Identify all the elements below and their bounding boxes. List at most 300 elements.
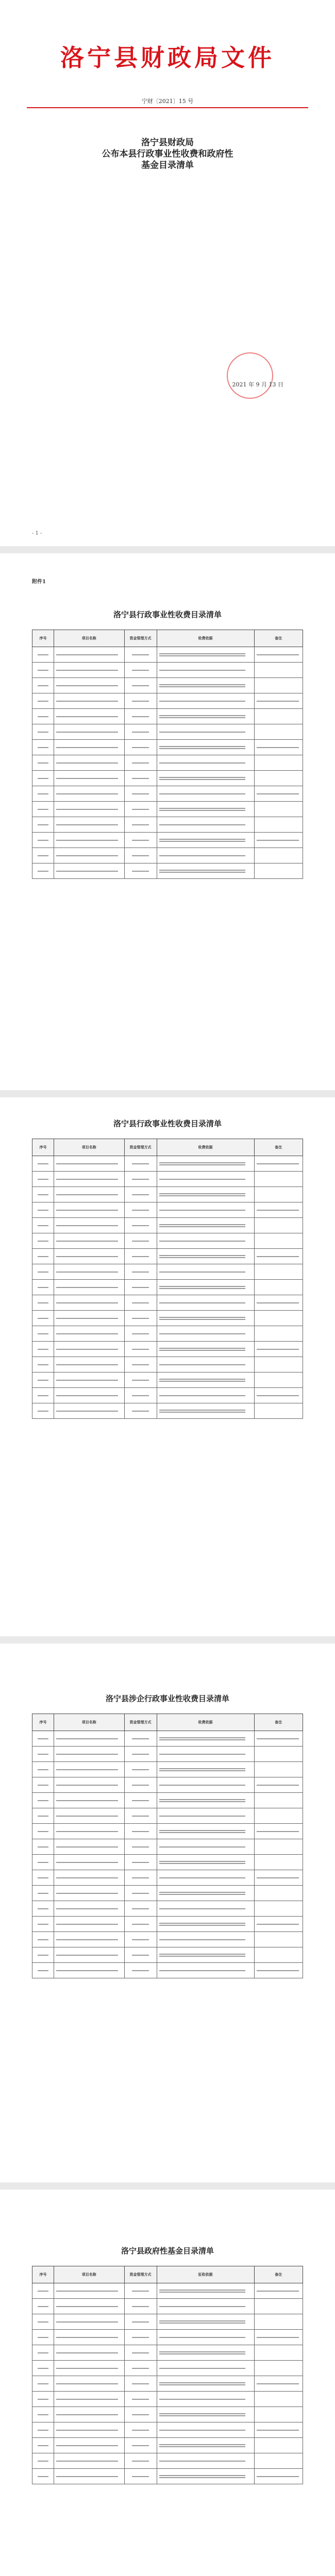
table-row — [32, 2283, 303, 2299]
table-cell — [157, 2345, 254, 2361]
illegible-text — [56, 1333, 118, 1334]
illegible-text — [257, 701, 299, 702]
illegible-text — [38, 1179, 48, 1180]
illegible-text — [159, 1832, 245, 1833]
table-cell — [32, 1264, 54, 1280]
illegible-text — [159, 732, 245, 733]
illegible-text — [159, 1241, 245, 1242]
table-cell — [157, 755, 254, 771]
table-cell — [254, 863, 303, 879]
table-cell — [124, 1731, 157, 1747]
table-cell — [32, 2392, 54, 2407]
illegible-text — [56, 1364, 118, 1365]
column-header: 资金管理方式 — [124, 1714, 157, 1731]
table-cell — [254, 2299, 303, 2314]
illegible-text — [159, 717, 245, 718]
table-cell — [124, 2392, 157, 2407]
illegible-text — [38, 1970, 48, 1971]
illegible-text — [159, 1954, 245, 1955]
table-cell — [32, 678, 54, 693]
table-cell — [157, 1947, 254, 1963]
illegible-text — [38, 2383, 48, 2384]
table-cell — [157, 2469, 254, 2484]
table-cell — [54, 1932, 125, 1947]
table-cell — [254, 1326, 303, 1342]
illegible-text — [132, 2337, 149, 2338]
illegible-text — [56, 1924, 118, 1925]
table-cell — [254, 1808, 303, 1824]
table-cell — [254, 678, 303, 693]
table-cell — [32, 848, 54, 863]
illegible-text — [38, 1831, 48, 1832]
table-cell — [157, 1156, 254, 1172]
illegible-text — [38, 855, 48, 856]
table-row — [32, 1202, 303, 1218]
table-cell — [157, 1249, 254, 1264]
list-page-1 — [0, 553, 335, 1090]
table-header-row — [32, 1139, 303, 1156]
illegible-text — [257, 1395, 299, 1396]
illegible-text — [132, 2352, 149, 2353]
table-cell — [32, 1917, 54, 1932]
table-cell — [54, 1855, 125, 1870]
illegible-text — [132, 1411, 149, 1412]
table-cell — [124, 2330, 157, 2345]
table-cell — [157, 1901, 254, 1917]
table-cell — [32, 1295, 54, 1311]
table-cell — [157, 663, 254, 678]
illegible-text — [132, 1364, 149, 1365]
table-cell — [124, 2469, 157, 2484]
table-row — [32, 1403, 303, 1419]
illegible-text — [38, 1380, 48, 1381]
illegible-text — [38, 2321, 48, 2323]
table-cell — [157, 1295, 254, 1311]
table-cell — [157, 2376, 254, 2392]
illegible-text — [38, 1210, 48, 1211]
table-cell — [157, 2392, 254, 2407]
table-cell — [32, 1388, 54, 1403]
illegible-text — [38, 793, 48, 794]
column-header: 序号 — [32, 2266, 54, 2283]
illegible-text — [38, 1333, 48, 1334]
illegible-text — [38, 778, 48, 779]
illegible-text — [56, 840, 118, 841]
table-cell — [157, 1187, 254, 1202]
table-row — [32, 848, 303, 863]
table-row — [32, 1917, 303, 1932]
table-cell — [54, 678, 125, 693]
illegible-text — [38, 1862, 48, 1863]
table-cell — [254, 2314, 303, 2330]
table-cell — [124, 1793, 157, 1808]
table-cell — [32, 755, 54, 771]
illegible-text — [159, 2353, 245, 2354]
illegible-text — [159, 2461, 245, 2462]
illegible-text — [132, 793, 149, 794]
table-row — [32, 2438, 303, 2453]
table-cell — [54, 755, 125, 771]
illegible-text — [38, 1955, 48, 1956]
table-cell — [254, 1762, 303, 1777]
illegible-text — [132, 762, 149, 764]
table-cell — [157, 1233, 254, 1249]
table-cell — [124, 1839, 157, 1855]
illegible-text — [159, 2292, 245, 2293]
table-row — [32, 1311, 303, 1326]
illegible-text — [159, 2430, 245, 2431]
illegible-text — [132, 840, 149, 841]
table-row — [32, 1233, 303, 1249]
table-cell — [124, 2422, 157, 2438]
table-row — [32, 2453, 303, 2469]
illegible-text — [38, 1364, 48, 1365]
illegible-text — [56, 1225, 118, 1226]
illegible-text — [38, 1163, 48, 1164]
table-row — [32, 2314, 303, 2330]
illegible-text — [159, 1319, 245, 1320]
illegible-text — [132, 1924, 149, 1925]
illegible-text — [56, 670, 118, 671]
illegible-text — [56, 1318, 118, 1319]
table-cell — [157, 848, 254, 863]
illegible-text — [132, 1970, 149, 1971]
table-cell — [54, 1326, 125, 1342]
table-cell — [32, 1947, 54, 1963]
illegible-text — [159, 686, 245, 687]
illegible-text — [159, 2320, 245, 2321]
table-cell — [32, 1839, 54, 1855]
illegible-text — [56, 747, 118, 748]
table-row — [32, 1264, 303, 1280]
illegible-text — [159, 824, 245, 825]
illegible-text — [159, 1286, 245, 1287]
illegible-text — [159, 1754, 245, 1755]
table-cell — [124, 1264, 157, 1280]
column-header: 资金管理方式 — [124, 630, 157, 647]
table-cell — [32, 786, 54, 802]
table-cell — [157, 863, 254, 879]
illegible-text — [38, 2476, 48, 2477]
illegible-text — [159, 2382, 245, 2383]
illegible-text — [132, 1893, 149, 1894]
table-cell — [124, 1932, 157, 1947]
table-cell — [54, 2438, 125, 2453]
table-cell — [157, 786, 254, 802]
illegible-text — [56, 1955, 118, 1956]
table-cell — [157, 817, 254, 833]
table-cell — [32, 1342, 54, 1357]
table-cell — [157, 2407, 254, 2422]
table-row — [32, 740, 303, 755]
table-cell — [157, 1280, 254, 1295]
table-cell — [157, 1855, 254, 1870]
illegible-text — [38, 1877, 48, 1878]
table-cell — [54, 1747, 125, 1762]
table-cell — [157, 1886, 254, 1901]
table-cell — [157, 1202, 254, 1218]
illegible-text — [159, 762, 245, 764]
table-cell — [54, 2392, 125, 2407]
table-cell — [32, 663, 54, 678]
table-cell — [157, 1808, 254, 1824]
illegible-text — [159, 1410, 245, 1411]
table-cell — [54, 1731, 125, 1747]
illegible-text — [257, 747, 299, 748]
table-cell — [254, 1870, 303, 1886]
table-row — [32, 786, 303, 802]
illegible-text — [132, 2321, 149, 2323]
table-cell — [124, 2283, 157, 2299]
table-cell — [54, 2283, 125, 2299]
table-cell — [124, 1917, 157, 1932]
table-cell — [157, 2314, 254, 2330]
illegible-text — [56, 1395, 118, 1396]
illegible-text — [132, 2414, 149, 2415]
table-cell — [54, 2422, 125, 2438]
table-cell — [32, 709, 54, 724]
illegible-text — [132, 1816, 149, 1817]
table-row — [32, 2407, 303, 2422]
table-cell — [254, 755, 303, 771]
illegible-text — [38, 1846, 48, 1848]
illegible-text — [257, 1924, 299, 1925]
illegible-text — [38, 1318, 48, 1319]
illegible-text — [257, 2383, 299, 2384]
page-number: - 1 - — [32, 531, 42, 536]
table-cell — [54, 709, 125, 724]
table-cell — [254, 1280, 303, 1295]
table-cell — [124, 709, 157, 724]
illegible-text — [38, 1816, 48, 1817]
illegible-text — [56, 1163, 118, 1164]
illegible-text — [38, 1411, 48, 1412]
table-row — [32, 1326, 303, 1342]
illegible-text — [38, 1800, 48, 1801]
illegible-text — [257, 840, 299, 841]
illegible-text — [159, 2337, 245, 2338]
illegible-text — [132, 1754, 149, 1755]
table-row — [32, 1731, 303, 1747]
table-row — [32, 1777, 303, 1793]
table-cell — [32, 1808, 54, 1824]
illegible-text — [132, 809, 149, 810]
illegible-text — [38, 2352, 48, 2353]
table-cell — [254, 724, 303, 740]
illegible-text — [132, 855, 149, 856]
illegible-text — [159, 1830, 245, 1831]
illegible-text — [159, 684, 245, 685]
table-cell — [32, 1249, 54, 1264]
illegible-text — [132, 1241, 149, 1242]
table-cell — [157, 678, 254, 693]
illegible-text — [159, 1801, 245, 1802]
column-header: 备注 — [254, 2266, 303, 2283]
table-row — [32, 1824, 303, 1839]
illegible-text — [159, 1799, 245, 1800]
table-cell — [254, 771, 303, 786]
illegible-text — [38, 840, 48, 841]
illegible-text — [132, 654, 149, 655]
table-cell — [32, 1233, 54, 1249]
table-row — [32, 1218, 303, 1233]
illegible-text — [159, 1257, 245, 1258]
illegible-text — [257, 2337, 299, 2338]
table-cell — [254, 1264, 303, 1280]
illegible-text — [132, 1272, 149, 1273]
table-cell — [32, 2361, 54, 2376]
illegible-text — [38, 2306, 48, 2307]
table-cell — [54, 740, 125, 755]
illegible-text — [132, 1179, 149, 1180]
column-header: 项目名称 — [54, 1139, 125, 1156]
table-cell — [157, 1372, 254, 1388]
table-cell — [32, 2376, 54, 2392]
table-cell — [254, 1901, 303, 1917]
table-row — [32, 1187, 303, 1202]
table-cell — [32, 1311, 54, 1326]
table-cell — [32, 1218, 54, 1233]
illegible-text — [56, 2430, 118, 2431]
illegible-text — [159, 715, 245, 716]
illegible-text — [38, 2445, 48, 2446]
illegible-text — [56, 1754, 118, 1755]
illegible-text — [56, 2306, 118, 2307]
table-cell — [124, 2438, 157, 2453]
list-page-2 — [0, 1097, 335, 1636]
table-cell — [254, 1777, 303, 1793]
illegible-text — [56, 1179, 118, 1180]
illegible-text — [159, 777, 245, 778]
table-cell — [32, 2299, 54, 2314]
illegible-text — [159, 1846, 245, 1848]
illegible-text — [56, 1272, 118, 1273]
illegible-text — [38, 2414, 48, 2415]
illegible-text — [38, 1395, 48, 1396]
table-cell — [54, 2453, 125, 2469]
table-cell — [254, 1824, 303, 1839]
illegible-text — [132, 747, 149, 748]
illegible-text — [257, 1738, 299, 1739]
illegible-text — [132, 1333, 149, 1334]
illegible-text — [38, 732, 48, 733]
illegible-text — [56, 1349, 118, 1350]
fee-table — [32, 1714, 303, 1978]
illegible-text — [159, 746, 245, 747]
illegible-text — [159, 1179, 245, 1180]
illegible-text — [38, 1738, 48, 1739]
illegible-text — [38, 1225, 48, 1226]
page-separator — [0, 1636, 335, 1643]
illegible-text — [38, 670, 48, 671]
illegible-text — [56, 855, 118, 856]
table-cell — [54, 1901, 125, 1917]
table-cell — [124, 1762, 157, 1777]
illegible-text — [159, 2446, 245, 2447]
table-cell — [32, 1187, 54, 1202]
illegible-text — [56, 1846, 118, 1848]
column-header: 序号 — [32, 630, 54, 647]
illegible-text — [132, 1318, 149, 1319]
table-row — [32, 1886, 303, 1901]
table-cell — [157, 1932, 254, 1947]
illegible-text — [132, 1785, 149, 1786]
table-cell — [54, 1762, 125, 1777]
column-header: 备注 — [254, 630, 303, 647]
table-cell — [157, 1357, 254, 1372]
table-cell — [157, 1747, 254, 1762]
table-row — [32, 1901, 303, 1917]
illegible-text — [56, 2321, 118, 2323]
illegible-text — [56, 809, 118, 810]
table-cell — [54, 2330, 125, 2345]
table-row — [32, 1762, 303, 1777]
table-cell — [254, 1233, 303, 1249]
table-cell — [32, 1372, 54, 1388]
table-cell — [32, 1731, 54, 1747]
illegible-text — [38, 2291, 48, 2292]
table-cell — [124, 1855, 157, 1870]
table-cell — [54, 833, 125, 848]
illegible-text — [38, 1241, 48, 1242]
illegible-text — [56, 1411, 118, 1412]
illegible-text — [159, 655, 245, 656]
page-separator — [0, 546, 335, 553]
table-cell — [254, 1218, 303, 1233]
table-cell — [254, 1855, 303, 1870]
table-cell — [54, 2469, 125, 2484]
column-header: 序号 — [32, 1714, 54, 1731]
illegible-text — [56, 1831, 118, 1832]
table-cell — [32, 1202, 54, 1218]
table-cell — [254, 1731, 303, 1747]
table-row — [32, 1249, 303, 1264]
illegible-text — [132, 1738, 149, 1739]
illegible-text — [132, 2445, 149, 2446]
illegible-text — [257, 1302, 299, 1303]
illegible-text — [159, 2384, 245, 2385]
table-cell — [54, 693, 125, 709]
table-cell — [157, 1311, 254, 1326]
illegible-text — [159, 870, 245, 871]
table-cell — [254, 2422, 303, 2438]
illegible-text — [159, 748, 245, 749]
illegible-text — [257, 2430, 299, 2431]
illegible-text — [38, 747, 48, 748]
table-cell — [124, 678, 157, 693]
table-cell — [124, 740, 157, 755]
table-cell — [157, 693, 254, 709]
illegible-text — [132, 2306, 149, 2307]
fee-table — [32, 630, 303, 879]
table-cell — [254, 848, 303, 863]
table-cell — [254, 2392, 303, 2407]
table-row — [32, 1280, 303, 1295]
table-cell — [124, 647, 157, 663]
table-cell — [32, 771, 54, 786]
table-row — [32, 663, 303, 678]
illegible-text — [38, 1256, 48, 1257]
table-row — [32, 1932, 303, 1947]
signature-date: 2021 年 9 月 13 日 — [232, 381, 283, 388]
table-cell — [54, 848, 125, 863]
table-cell — [32, 1357, 54, 1372]
illegible-text — [38, 2368, 48, 2369]
column-header: 征收依据 — [157, 2266, 254, 2283]
table-cell — [124, 1777, 157, 1793]
illegible-text — [38, 1287, 48, 1288]
illegible-text — [159, 841, 245, 842]
